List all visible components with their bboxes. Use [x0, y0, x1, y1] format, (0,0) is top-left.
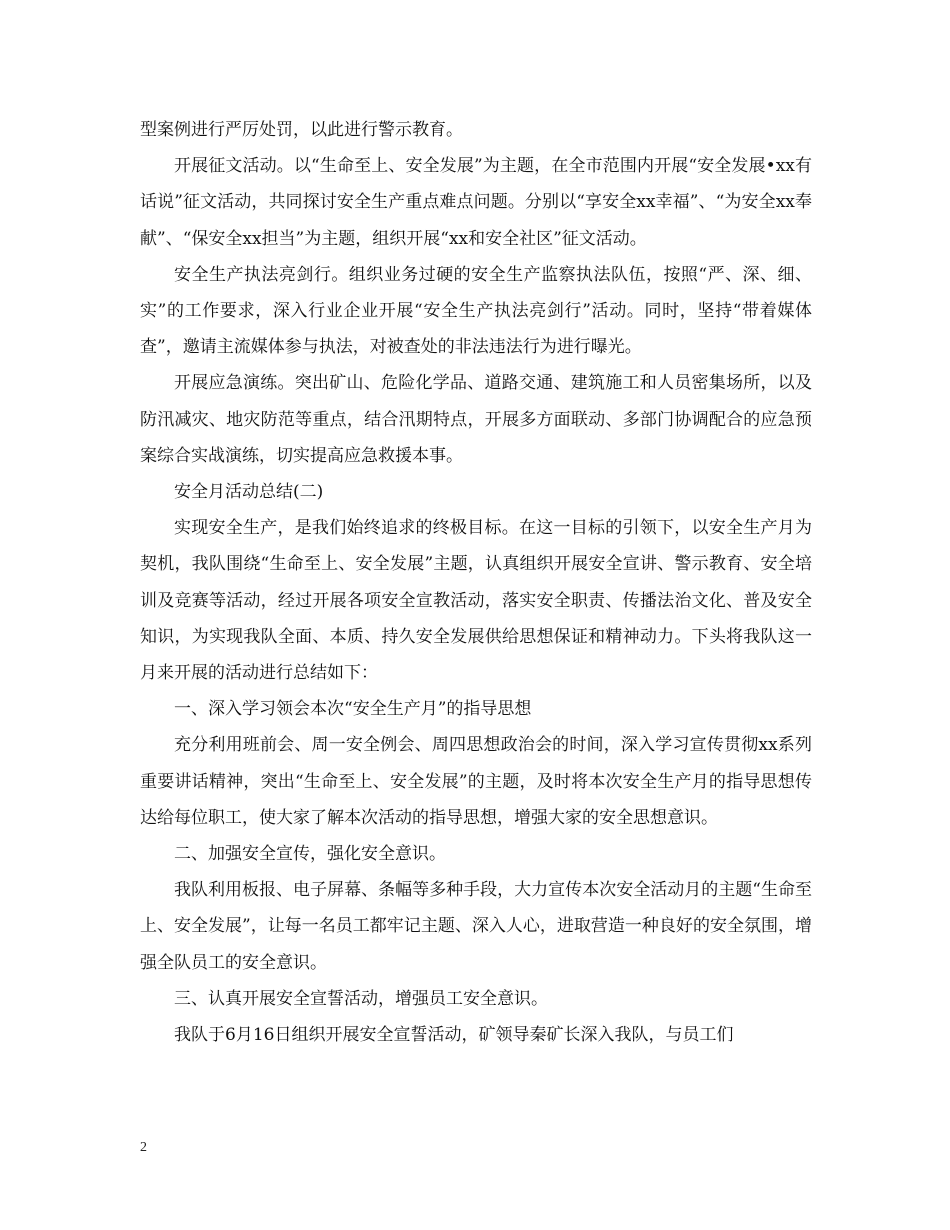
paragraph: 一、深入学习领会本次“安全生产月”的指导思想	[174, 699, 532, 720]
paragraph: 实现安全生产，是我们始终追求的终极目标。在这一目标的引领下，以安全生产月为契机，我队围绕“生命至上、安全发展”主题，认真组织开展安全宣讲、警示教育、安全培训及竞赛等活动，经过开展各项安全宣教活动，落实安全职责、传播法治文化、普及安全知识，为实现我队全面、本质、持久安全发展供给思想保证和精神动力。下头将我队这一月来开展的活动进行总结如下：	[140, 518, 812, 684]
paragraph: 我队利用板报、电子屏幕、条幅等多种手段，大力宣传本次安全活动月的主题“生命至上、安全发展”，让每一名员工都牢记主题、深入人心，进取营造一种良好的安全氛围，增强全队员工的安全意识。	[140, 880, 812, 973]
paragraph: 我队于6月16日组织开展安全宣誓活动，矿领导秦矿长深入我队，与员工们	[174, 1025, 734, 1046]
document-body	[140, 112, 812, 1053]
paragraph: 二、加强安全宣传，强化安全意识。	[174, 844, 446, 865]
paragraph: 充分利用班前会、周一安全例会、周四思想政治会的时间，深入学习宣传贯彻xx系列重要讲话精神，突出“生命至上、安全发展”的主题，及时将本次安全生产月的指导思想传达给每位职工，使大家了解本次活动的指导思想，增强大家的安全思想意识。	[140, 735, 812, 828]
paragraph: 三、认真开展安全宣誓活动，增强员工安全意识。	[174, 988, 548, 1009]
paragraph: 开展应急演练。突出矿山、危险化学品、道路交通、建筑施工和人员密集场所，以及防汛减灾、地灾防范等重点，结合汛期特点，开展多方面联动、多部门协调配合的应急预案综合实战演练，切实提高应急救援本事。	[140, 373, 812, 466]
paragraph: 开展征文活动。以“生命至上、安全发展”为主题，在全市范围内开展“安全发展•xx有话说”征文活动，共同探讨安全生产重点难点问题。分别以“享安全xx幸福”、“为安全xx奉献”、“保安全xx担当”为主题，组织开展“xx和安全社区”征文活动。	[140, 156, 812, 249]
paragraph: 安全月活动总结(二)	[174, 482, 324, 503]
paragraph: 型案例进行严厉处罚，以此进行警示教育。	[140, 120, 463, 140]
page-number: 2	[140, 1140, 147, 1155]
paragraph: 安全生产执法亮剑行。组织业务过硬的安全生产监察执法队伍，按照“严、深、细、实”的工作要求，深入行业企业开展“安全生产执法亮剑行”活动。同时，坚持“带着媒体查”，邀请主流媒体参与执法，对被查处的非法违法行为进行曝光。	[140, 264, 812, 358]
